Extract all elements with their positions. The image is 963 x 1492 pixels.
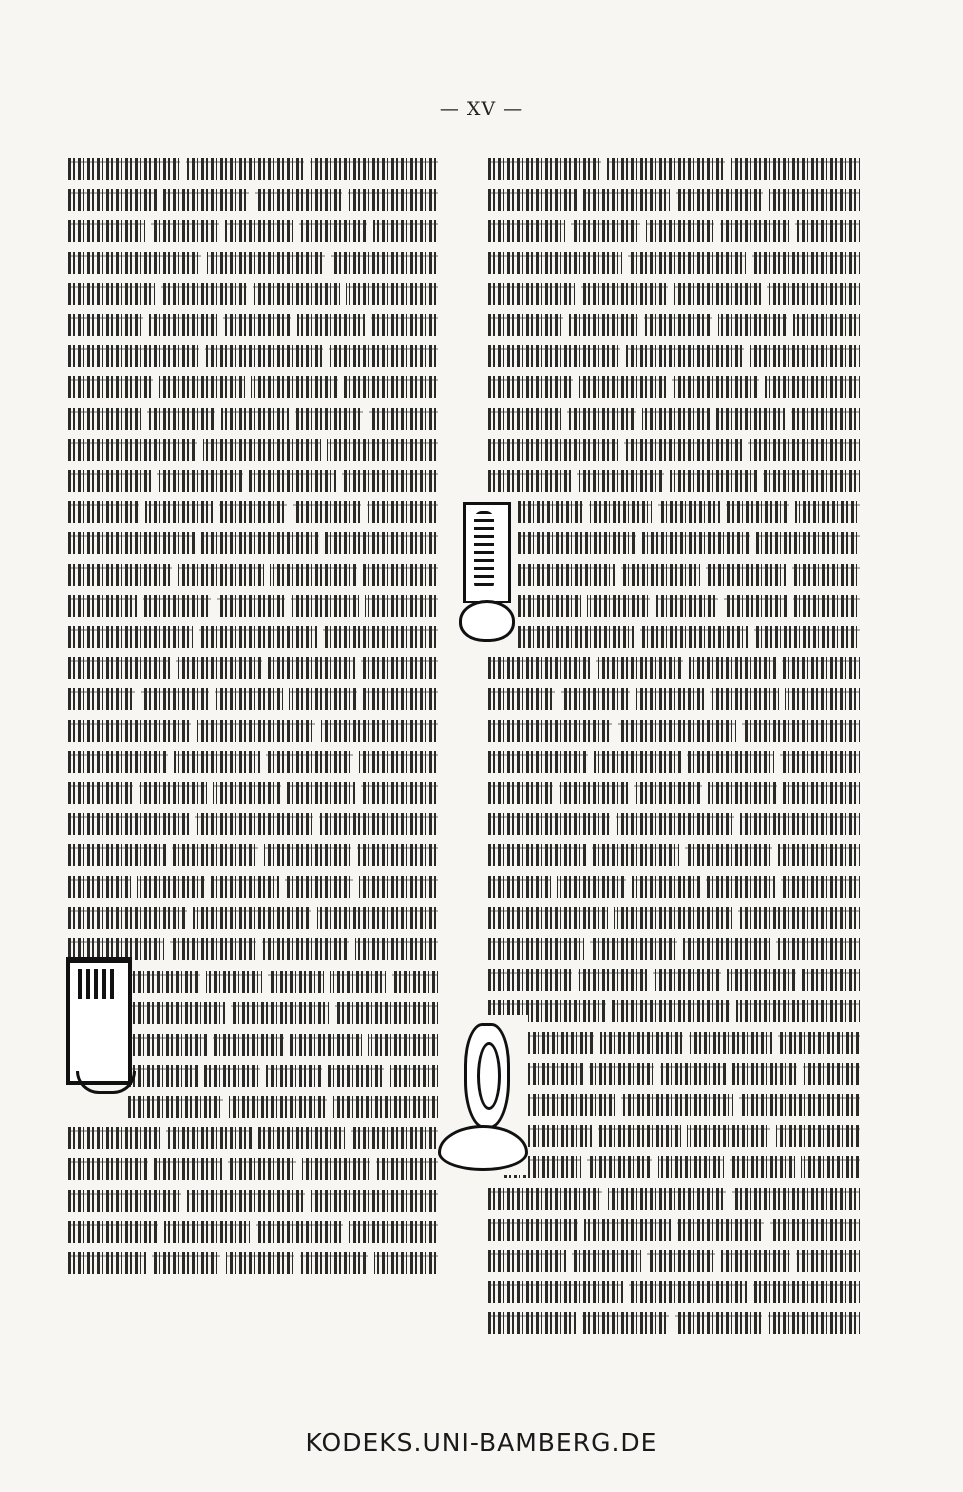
script-line bbox=[68, 657, 438, 679]
script-line bbox=[488, 314, 860, 336]
initial-ornament bbox=[459, 600, 515, 642]
script-line bbox=[68, 813, 438, 835]
script-line bbox=[488, 376, 860, 398]
initial-bowl bbox=[464, 1023, 510, 1129]
script-line bbox=[518, 501, 860, 523]
script-line bbox=[518, 595, 860, 617]
illuminated-initial-left bbox=[66, 957, 128, 1127]
watermark: KODEKS.UNI-BAMBERG.DE bbox=[305, 1428, 658, 1457]
script-line bbox=[488, 408, 860, 430]
script-line bbox=[68, 626, 438, 648]
illuminated-initial-center bbox=[438, 1015, 528, 1175]
script-line bbox=[488, 1188, 860, 1210]
script-line bbox=[488, 283, 860, 305]
script-line bbox=[488, 876, 860, 898]
script-line bbox=[68, 1252, 438, 1274]
page-number: — XV — bbox=[439, 98, 524, 120]
initial-frame bbox=[66, 957, 132, 1085]
script-line bbox=[68, 844, 438, 866]
script-line bbox=[68, 782, 438, 804]
script-line bbox=[504, 1032, 860, 1054]
script-line bbox=[488, 220, 860, 242]
script-line bbox=[68, 252, 438, 274]
script-line bbox=[488, 720, 860, 742]
script-line bbox=[488, 844, 860, 866]
script-line bbox=[488, 657, 860, 679]
script-line bbox=[68, 283, 438, 305]
script-line bbox=[128, 1065, 438, 1087]
script-line bbox=[68, 439, 438, 461]
script-line bbox=[128, 1034, 438, 1056]
script-line bbox=[68, 720, 438, 742]
script-line bbox=[68, 907, 438, 929]
script-line bbox=[68, 688, 438, 710]
initial-tail bbox=[76, 1071, 136, 1094]
script-line bbox=[68, 501, 438, 523]
script-line bbox=[128, 1096, 438, 1118]
script-line bbox=[68, 376, 438, 398]
script-line bbox=[504, 1063, 860, 1085]
script-line bbox=[488, 252, 860, 274]
script-line bbox=[518, 564, 860, 586]
script-line bbox=[518, 532, 860, 554]
script-line bbox=[68, 158, 438, 180]
script-line bbox=[488, 938, 860, 960]
script-line bbox=[68, 564, 438, 586]
script-line bbox=[68, 345, 438, 367]
script-line bbox=[68, 470, 438, 492]
script-line bbox=[504, 1094, 860, 1116]
script-line bbox=[68, 532, 438, 554]
script-line bbox=[488, 345, 860, 367]
script-line bbox=[488, 969, 860, 991]
script-line bbox=[488, 907, 860, 929]
script-line bbox=[488, 751, 860, 773]
illuminated-initial-top bbox=[457, 500, 511, 640]
script-line bbox=[488, 813, 860, 835]
script-line bbox=[488, 1250, 860, 1272]
script-line bbox=[68, 751, 438, 773]
script-line bbox=[128, 1002, 438, 1024]
script-line bbox=[68, 314, 438, 336]
script-line bbox=[518, 626, 860, 648]
script-line bbox=[68, 408, 438, 430]
script-line bbox=[488, 158, 860, 180]
script-line bbox=[504, 1156, 860, 1178]
initial-ornament bbox=[438, 1125, 528, 1171]
script-line bbox=[488, 439, 860, 461]
script-line bbox=[488, 1000, 860, 1022]
script-line bbox=[488, 782, 860, 804]
script-line bbox=[68, 1158, 438, 1180]
script-line bbox=[488, 688, 860, 710]
script-line bbox=[68, 595, 438, 617]
initial-stem bbox=[463, 502, 511, 603]
script-line bbox=[68, 220, 438, 242]
script-line bbox=[488, 470, 860, 492]
script-line bbox=[68, 876, 438, 898]
script-line bbox=[68, 1190, 438, 1212]
script-line bbox=[488, 1281, 860, 1303]
